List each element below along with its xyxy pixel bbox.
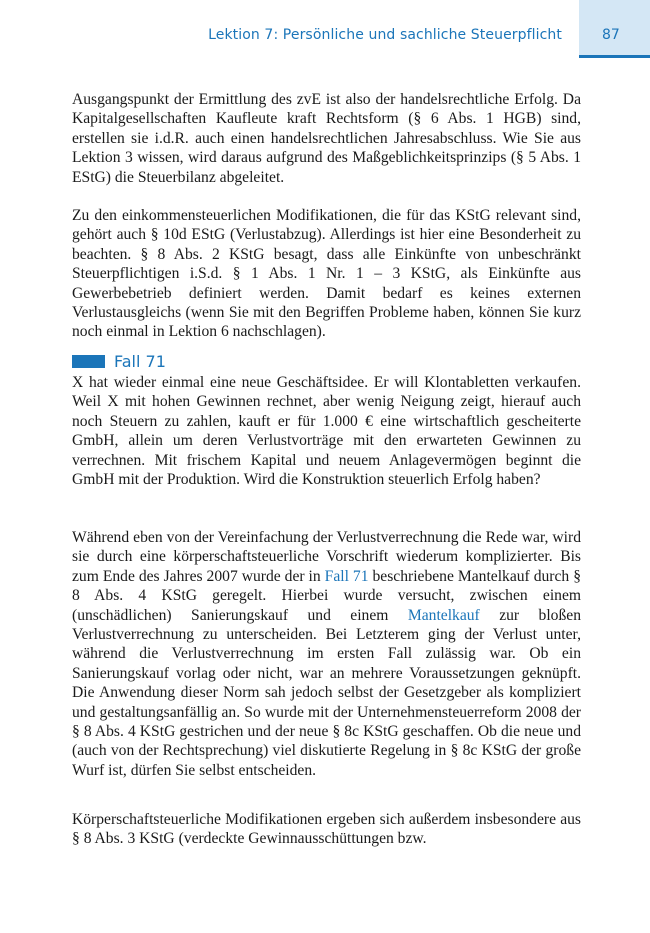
paragraph-3	[72, 528, 581, 780]
paragraph-4: Körperschaftsteuerliche Modifikationen ergeben sich außerdem insbesondere aus § 8 Abs. 3 KStG (verdeckte Gewinnausschüttungen bzw.	[72, 811, 581, 848]
paragraph-3-part-b: beschriebene Mantelkauf durch § 8 Abs. 4 KStG geregelt. Hierbei wurde versucht, zwischen einem (unschädlichen) Sanierungskauf und einem	[72, 567, 581, 624]
paragraph-3-part-a: Während eben von der Vereinfachung der Verlustverrechnung die Rede war, wird sie durch eine körperschaftsteuerliche Vorschrift wiederum komplizierter. Bis zum Ende des Jahres 2007 wurde der in	[72, 529, 581, 585]
case-label: Fall 71	[114, 352, 166, 371]
paragraph-2: Zu den einkommensteuerlichen Modifikationen, die für das KStG relevant sind, gehört auch § 10d EStG (Verlustabzug). Allerdings ist hier eine Besonderheit zu beachten. § 8 Abs. 2 KStG besagt, dass alle Einkünfte von unbeschränkt Steuerpflichtigen i.S.d. § 1 Abs. 1 Nr. 1 – 3 KStG, als Einkünfte aus Gewerbebetrieb definiert werden. Damit bedarf es keines externen Verlustausgleichs (wenn Sie mit den Begriffen Probleme haben, können Sie kurz noch einmal in Lektion 6 nachschlagen).	[72, 207, 581, 341]
paragraph-3-part-c: zur bloßen Verlustverrechnung zu unterscheiden. Bei Letzterem ging der Verlust unter, während die Verlustverrechnung im ersten Fall zulässig war. Ob ein Sanierungskauf vorlag oder nicht, war an mehrere Voraussetzungen geknüpft. Die Anwendung dieser Norm sah jedoch selbst der Gesetzgeber als kompliziert und gestaltungsanfällig an. So wurde mit der Unternehmensteuerreform 2008 der § 8 Abs. 4 KStG gestrichen und der neue § 8c KStG geschaffen. Ob die neue und (auch von der Rechtsprechung) viel diskutierte Regelung in § 8c KStG der große Wurf ist, dürfen Sie selbst entscheiden.	[72, 606, 581, 779]
page-number-underline	[579, 55, 650, 58]
case-heading	[72, 352, 166, 371]
glossary-link-mantelkauf[interactable]: Mantelkauf	[407, 606, 480, 624]
chapter-title: Lektion 7: Persönliche und sachliche Steuerpflicht	[208, 27, 562, 43]
paragraph-1: Ausgangspunkt der Ermittlung des zvE ist also der handelsrechtliche Erfolg. Da Kapitalgesellschaften Kaufleute kraft Rechtsform (§ 6 Abs. 1 HGB) sind, erstellen sie i.d.R. auch einen handelsrechtlichen Jahresabschluss. Wie Sie aus Lektion 3 wissen, wird daraus aufgrund des Maßgeblichkeitsprinzips (§ 5 Abs. 1 EStG) die Steuerbilanz abgeleitet.	[72, 91, 581, 186]
page-number: 87	[602, 27, 620, 43]
case-text: X hat wieder einmal eine neue Geschäftsidee. Er will Klontabletten verkaufen. Weil X mit hohen Gewinnen rechnet, aber wenig Neigung zeigt, hierauf auch noch Steuern zu zahlen, kauft er für 1.000 € eine wirtschaftlich gescheiterte GmbH, allein um deren Verlustvorträge mit den erwarteten Gewinnen zu verrechnen. Mit frischem Kapital und neuem Anlagevermögen beginnt die GmbH mit der Produktion. Wird die Konstruktion steuerlich Erfolg haben?	[72, 374, 581, 489]
case-marker-bar	[72, 355, 105, 368]
case-reference-link[interactable]: Fall 71	[324, 567, 369, 585]
